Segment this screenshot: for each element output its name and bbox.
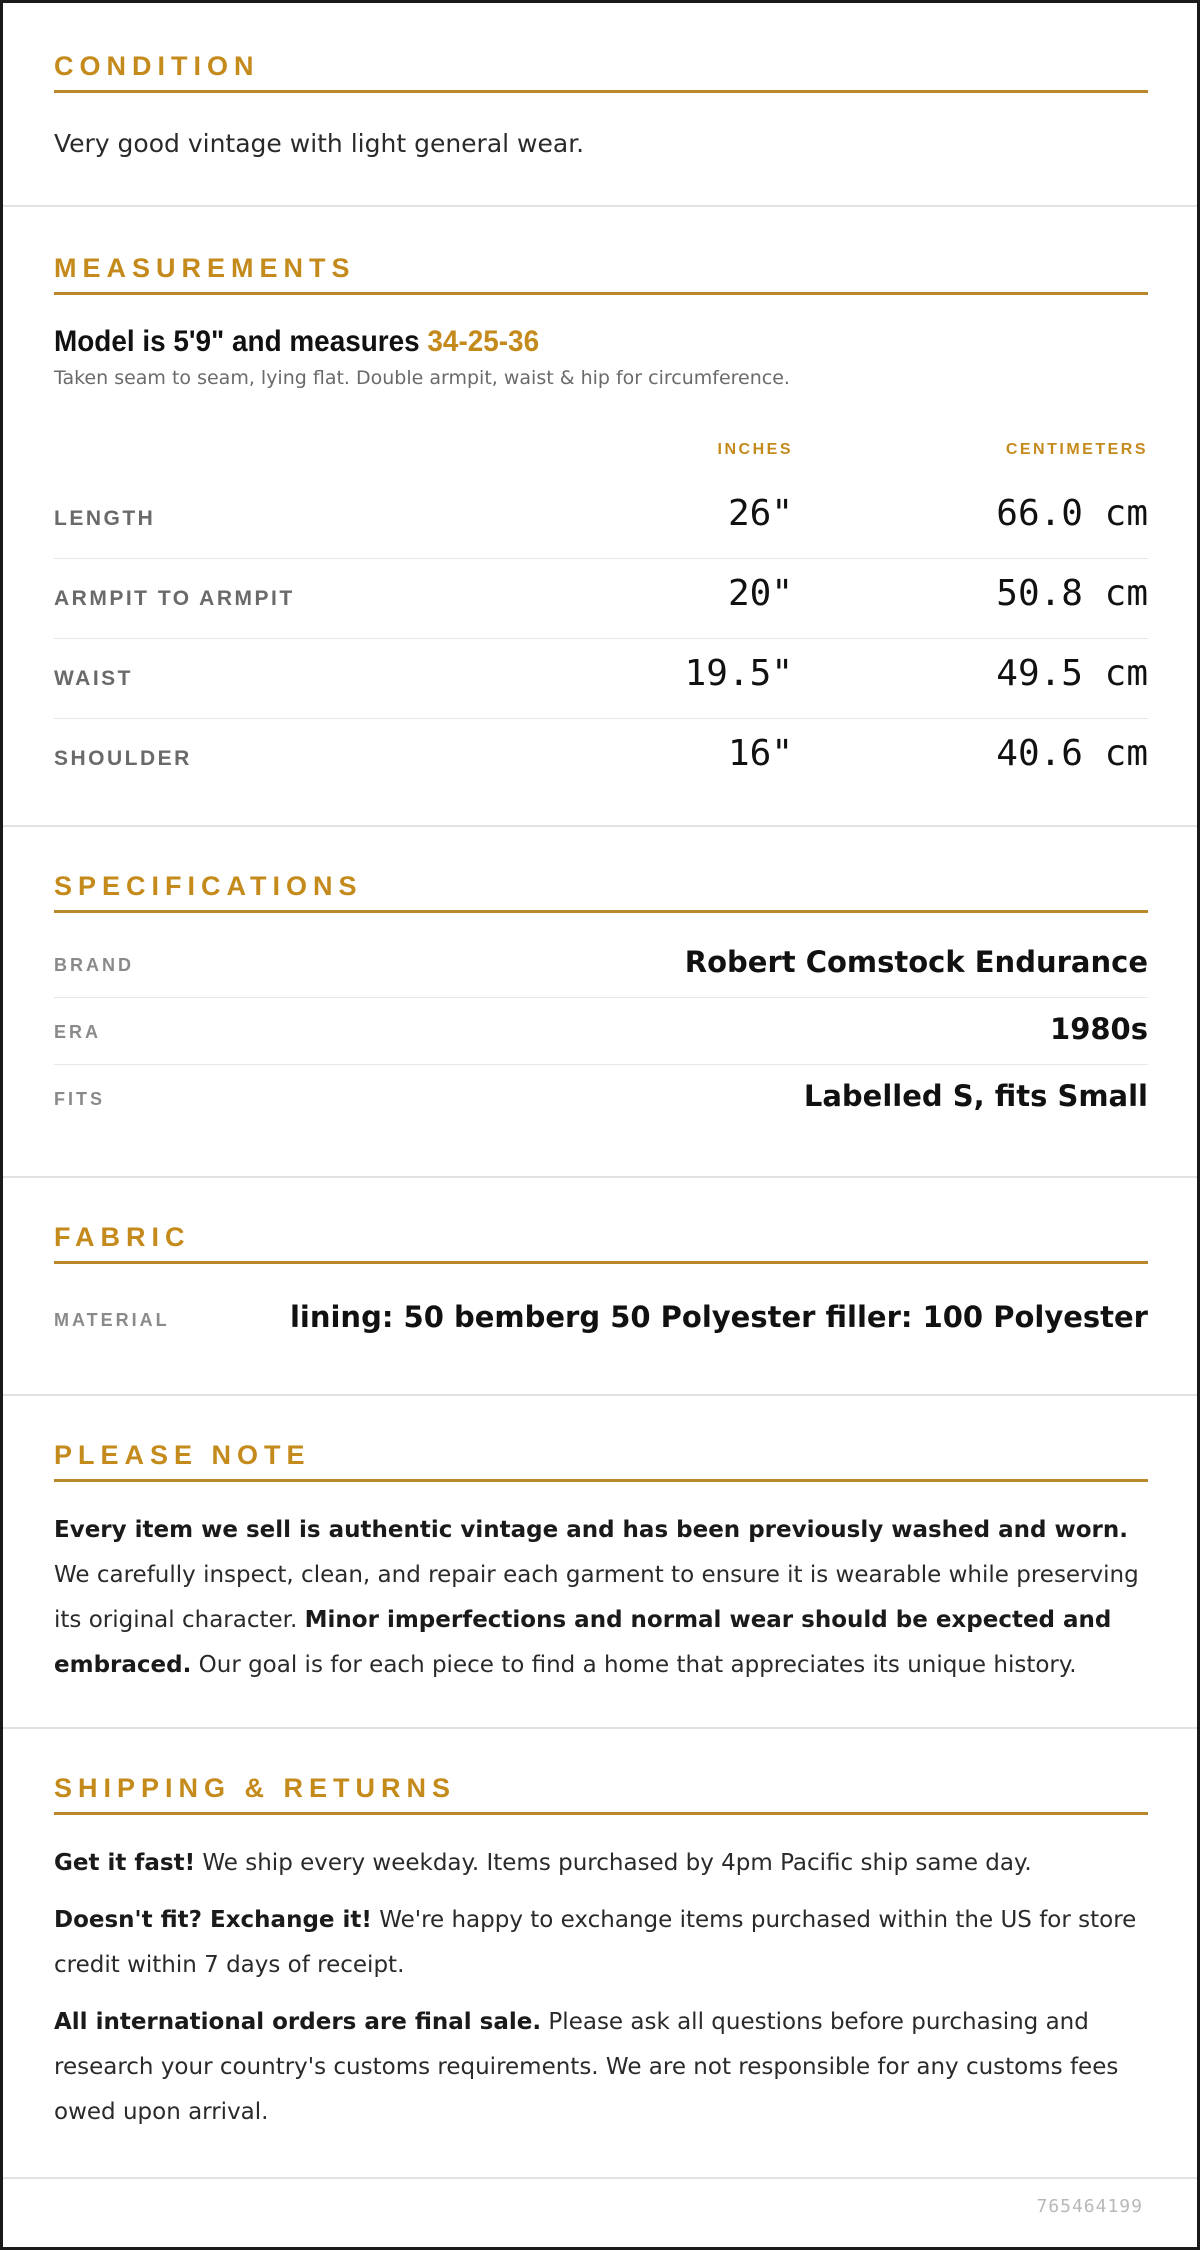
spec-value: Robert Comstock Endurance: [684, 945, 1148, 979]
shipping-paragraph-2: [54, 1898, 1148, 1988]
measurement-label: SHOULDER: [54, 747, 192, 770]
condition-section: [3, 3, 1197, 207]
fabric-label: MATERIAL: [54, 1310, 170, 1330]
measurement-row-armpit: [54, 559, 1148, 639]
spec-label: BRAND: [54, 955, 134, 975]
condition-heading: CONDITION: [54, 49, 1148, 93]
shipping-bold-1: Get it fast!: [54, 1850, 196, 1876]
please-note-bold-1: Every item we sell is authentic vintage and has been previously washed and worn.: [54, 1517, 1128, 1543]
spec-label: FITS: [54, 1089, 105, 1109]
measurement-cm: 66.0 cm: [996, 493, 1148, 534]
spec-value: Labelled S, fits Small: [803, 1079, 1148, 1113]
shipping-text-1: We ship every weekday. Items purchased by 4pm Pacific ship same day.: [195, 1850, 1032, 1876]
spec-row-fits: [54, 1065, 1148, 1132]
measurement-cm: 49.5 cm: [996, 653, 1148, 694]
shipping-section: [3, 1729, 1197, 2179]
inches-column-header: INCHES: [717, 441, 793, 458]
spec-label: ERA: [54, 1022, 102, 1042]
measurement-note: Taken seam to seam, lying flat. Double armpit, waist & hip for circumference.: [54, 367, 790, 389]
centimeters-column-header: CENTIMETERS: [1005, 441, 1148, 458]
shipping-paragraph-3: [54, 2000, 1148, 2135]
shipping-heading: SHIPPING & RETURNS: [54, 1771, 1148, 1815]
shipping-bold-3: All international orders are final sale.: [54, 2009, 542, 2035]
measurements-section: [3, 207, 1197, 827]
fabric-row-material: [54, 1282, 1148, 1349]
spec-row-era: [54, 998, 1148, 1065]
model-measures-value: 34-25-36: [427, 325, 540, 358]
specifications-heading: SPECIFICATIONS: [54, 869, 1148, 913]
please-note-bold-2: Minor imperfections and normal wear should be expected and embraced.: [54, 1607, 1112, 1678]
fabric-heading: FABRIC: [54, 1220, 1148, 1264]
sku-number: 765464199: [1036, 2196, 1143, 2217]
measurement-inches: 20": [727, 573, 793, 614]
measurement-cm: 50.8 cm: [996, 573, 1148, 614]
shipping-bold-2: Doesn't fit? Exchange it!: [54, 1907, 372, 1933]
measurements-heading: MEASUREMENTS: [54, 251, 1148, 295]
spec-row-brand: [54, 931, 1148, 998]
shipping-text-2: We're happy to exchange items purchased within the US for store credit within 7 days of receipt.: [54, 1907, 1137, 1978]
measurement-label: WAIST: [54, 667, 133, 690]
condition-text: Very good vintage with light general wear.: [54, 129, 585, 158]
please-note-text-2: Our goal is for each piece to find a home that appreciates its unique history.: [191, 1652, 1077, 1678]
fabric-value: lining: 50 bemberg 50 Polyester filler: 100 Polyester: [289, 1300, 1148, 1334]
measurement-inches: 19.5": [684, 653, 793, 694]
model-measures-prefix: Model is 5'9" and measures: [54, 325, 428, 358]
measurement-row-shoulder: [54, 719, 1148, 799]
shipping-paragraph-1: [54, 1841, 1148, 1886]
please-note-section: [3, 1396, 1197, 1729]
shipping-text-3: Please ask all questions before purchasing and research your country's customs requirements. We are not responsible for any customs fees owed upon arrival.: [54, 2009, 1119, 2125]
measurement-label: ARMPIT TO ARMPIT: [54, 587, 295, 610]
measurement-inches: 26": [727, 493, 793, 534]
measurement-cm: 40.6 cm: [996, 733, 1148, 774]
measurement-row-length: [54, 479, 1148, 559]
please-note-heading: PLEASE NOTE: [54, 1438, 1148, 1482]
please-note-text-1: We carefully inspect, clean, and repair each garment to ensure it is wearable while preserving its original character.: [54, 1562, 1139, 1633]
specifications-section: [3, 827, 1197, 1178]
measurement-label: LENGTH: [54, 507, 156, 530]
measurement-row-waist: [54, 639, 1148, 719]
please-note-text: [54, 1508, 1148, 1688]
fabric-section: [3, 1178, 1197, 1396]
model-measures-line: [54, 325, 1071, 359]
measurement-inches: 16": [727, 733, 793, 774]
spec-value: 1980s: [1050, 1012, 1148, 1046]
